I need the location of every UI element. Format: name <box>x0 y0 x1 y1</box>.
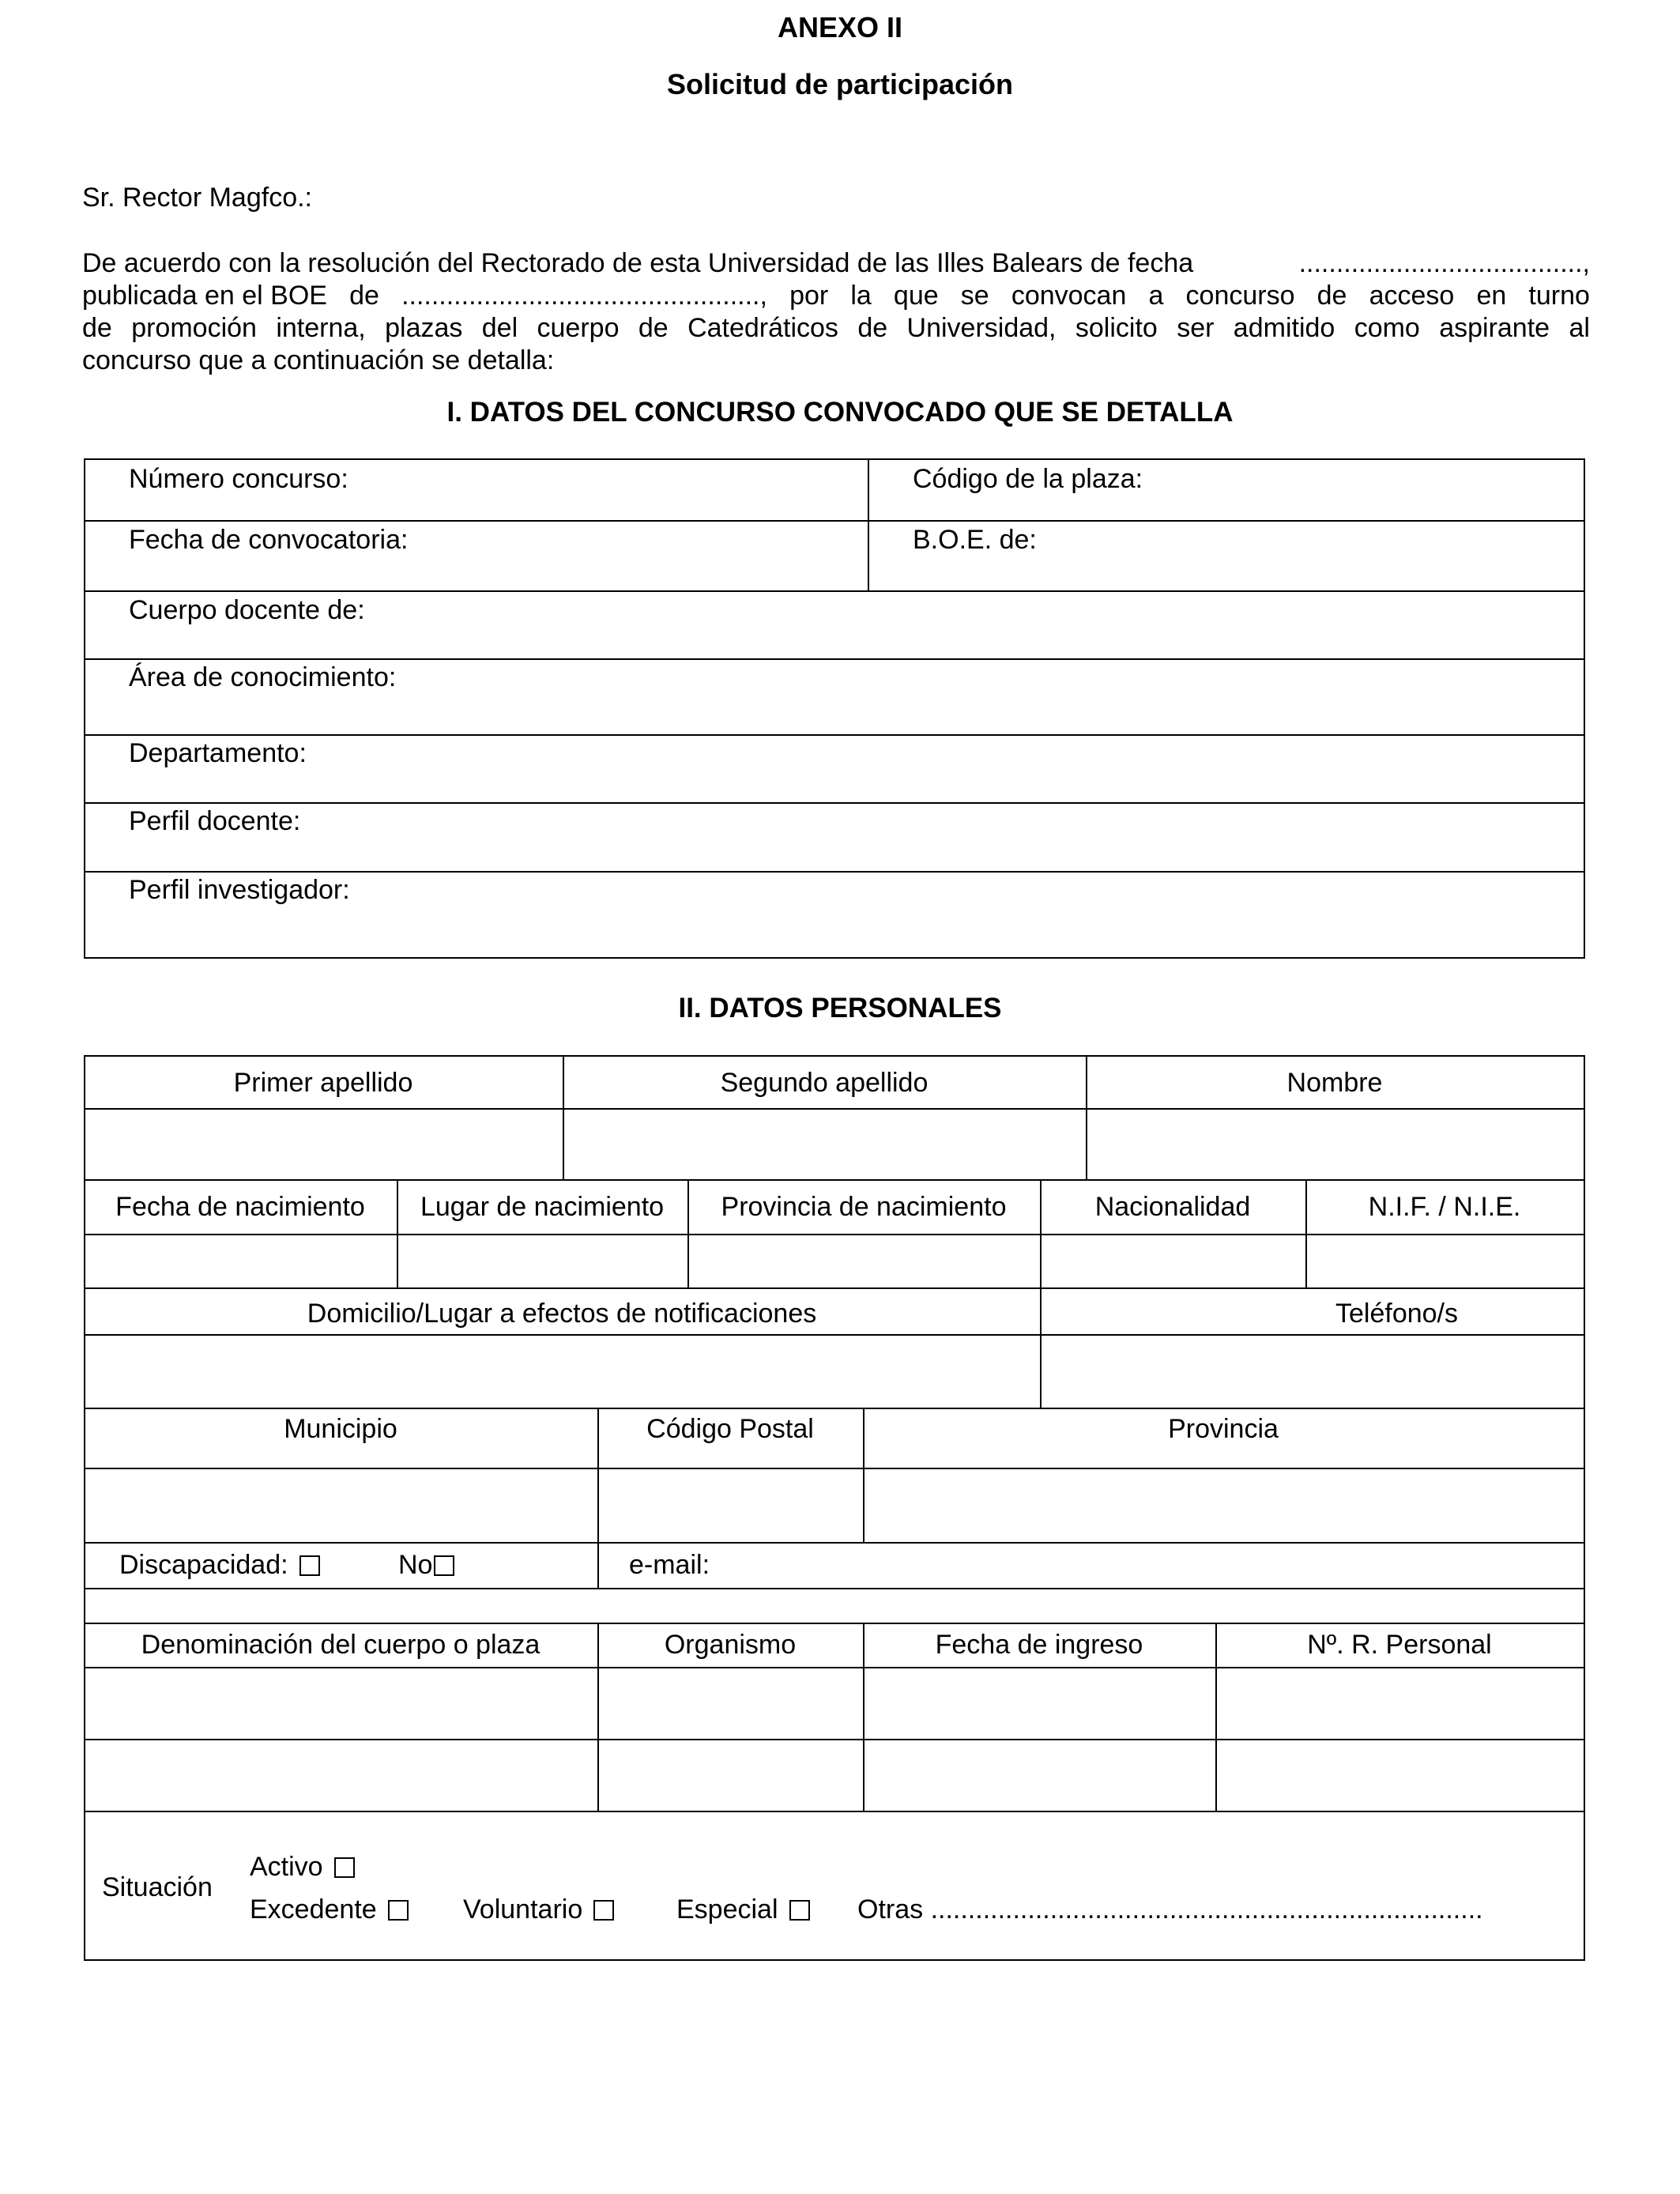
disability-no-option[interactable] <box>398 1551 454 1578</box>
intro-word: de <box>857 313 888 343</box>
situation-active-option[interactable] <box>250 1853 355 1880</box>
no-label: No <box>398 1550 433 1580</box>
first-surname-header: Primer apellido <box>233 1068 413 1098</box>
organism-header: Organismo <box>664 1630 797 1660</box>
document-subtitle: Solicitud de participación <box>666 68 1014 100</box>
teaching-profile-field[interactable]: Perfil docente: <box>129 806 301 836</box>
intro-word: admitido <box>1233 313 1335 343</box>
disability-label: Discapacidad: <box>119 1550 288 1580</box>
salutation: Sr. Rector Magfco.: <box>82 183 312 213</box>
situation-label: Situación <box>102 1872 213 1902</box>
section-1-title: I. DATOS DEL CONCURSO CONVOCADO QUE SE DETALLA <box>446 397 1234 428</box>
teaching-body-field[interactable]: Cuerpo docente de: <box>129 595 365 625</box>
intro-word: acceso <box>1369 281 1455 311</box>
call-date-field[interactable]: Fecha de convocatoria: <box>129 525 409 555</box>
especial-checkbox[interactable] <box>789 1900 810 1921</box>
voluntario-checkbox[interactable] <box>593 1900 614 1921</box>
intro-word: concurso que a continuación se detalla: <box>82 345 555 375</box>
intro-line <box>82 345 1590 377</box>
especial-label: Especial <box>676 1894 778 1924</box>
intro-word: publicada en el BOE <box>82 281 327 311</box>
situation-excedente-option[interactable] <box>250 1896 409 1923</box>
intro-word: Universidad, <box>906 313 1057 343</box>
phone-header: Teléfono/s <box>1335 1299 1458 1329</box>
disability-option[interactable] <box>119 1551 320 1578</box>
postal-code-header: Código Postal <box>646 1414 814 1444</box>
intro-word: ................................................, <box>401 281 767 311</box>
birth-province-header: Provincia de nacimiento <box>721 1192 1007 1222</box>
knowledge-area-field[interactable]: Área de conocimiento: <box>129 662 397 692</box>
intro-word: solicito <box>1075 313 1158 343</box>
intro-word: que <box>893 281 939 311</box>
intro-word: interna, <box>276 313 366 343</box>
intro-word: De acuerdo con la resolución del Rectorado de esta Universidad de las Illes Balears de fecha <box>82 248 1194 278</box>
excedente-checkbox[interactable] <box>388 1900 409 1921</box>
voluntario-label: Voluntario <box>463 1894 583 1924</box>
intro-word: de <box>1317 281 1347 311</box>
intro-word: a <box>1148 281 1164 311</box>
intro-word: del <box>481 313 518 343</box>
intro-word: plazas <box>385 313 463 343</box>
intro-word: aspirante <box>1439 313 1550 343</box>
department-field[interactable]: Departamento: <box>129 738 307 768</box>
intro-line <box>82 280 1590 312</box>
intro-word: ser <box>1177 313 1215 343</box>
email-field[interactable]: e-mail: <box>629 1550 710 1580</box>
intro-word: Catedráticos <box>687 313 838 343</box>
research-profile-field[interactable]: Perfil investigador: <box>129 875 350 905</box>
excedente-label: Excedente <box>250 1894 377 1924</box>
municipality-header: Municipio <box>284 1414 397 1444</box>
birth-date-header: Fecha de nacimiento <box>115 1192 365 1222</box>
intro-word: la <box>850 281 872 311</box>
name-header: Nombre <box>1286 1068 1383 1098</box>
contest-number-field[interactable]: Número concurso: <box>129 464 348 494</box>
province-header: Provincia <box>1168 1414 1279 1444</box>
personnel-number-header: Nº. R. Personal <box>1307 1630 1492 1660</box>
intro-line <box>82 312 1590 345</box>
intro-word: turno <box>1528 281 1590 311</box>
birth-place-header: Lugar de nacimiento <box>420 1192 665 1222</box>
intro-line <box>82 247 1590 280</box>
intro-word: de <box>638 313 669 343</box>
nationality-header: Nacionalidad <box>1094 1192 1251 1222</box>
intro-word: ......................................, <box>1298 248 1590 278</box>
intro-word: por <box>789 281 829 311</box>
address-header: Domicilio/Lugar a efectos de notificaciones <box>307 1299 817 1329</box>
intro-word: de <box>349 281 379 311</box>
intro-word: promoción <box>131 313 257 343</box>
disability-yes-checkbox[interactable] <box>299 1555 320 1576</box>
intro-word: se <box>960 281 989 311</box>
intro-word: convocan <box>1011 281 1127 311</box>
second-surname-header: Segundo apellido <box>720 1068 929 1098</box>
body-denomination-header: Denominación del cuerpo o plaza <box>141 1630 541 1660</box>
intro-word: como <box>1354 313 1420 343</box>
situation-especial-option[interactable] <box>676 1896 810 1923</box>
situation-voluntario-option[interactable] <box>463 1896 614 1923</box>
position-code-field[interactable]: Código de la plaza: <box>913 464 1143 494</box>
section-2-title: II. DATOS PERSONALES <box>678 993 1002 1023</box>
annex-title: ANEXO II <box>777 11 903 43</box>
entry-date-header: Fecha de ingreso <box>935 1630 1143 1660</box>
intro-word: de <box>82 313 112 343</box>
active-label: Activo <box>250 1852 323 1882</box>
boe-date-field[interactable]: B.O.E. de: <box>913 525 1037 555</box>
situation-other-field[interactable]: Otras .......................................................................... <box>857 1894 1483 1924</box>
intro-word: concurso <box>1185 281 1295 311</box>
intro-word: al <box>1569 313 1590 343</box>
disability-no-checkbox[interactable] <box>434 1555 454 1576</box>
intro-word: en <box>1476 281 1507 311</box>
intro-paragraph <box>82 247 1590 377</box>
active-checkbox[interactable] <box>334 1857 355 1878</box>
nif-nie-header: N.I.F. / N.I.E. <box>1368 1192 1521 1222</box>
intro-word: cuerpo <box>537 313 620 343</box>
